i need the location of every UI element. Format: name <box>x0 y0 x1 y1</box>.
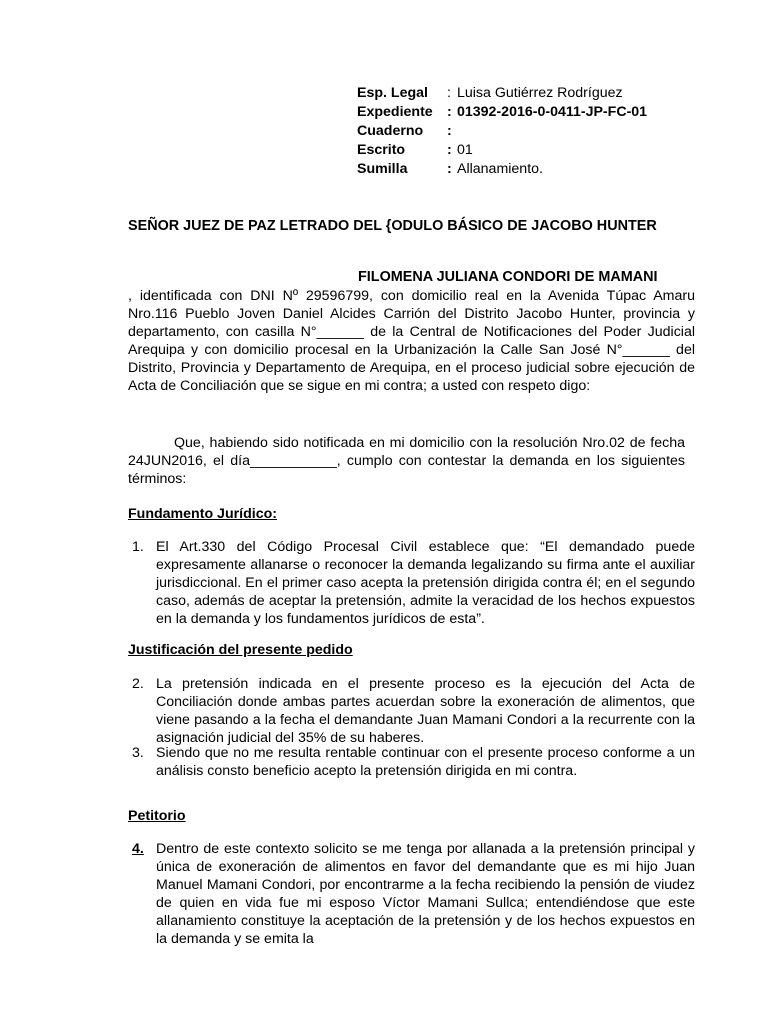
header-row-sumilla <box>357 160 647 179</box>
header-label: Esp. Legal <box>357 85 428 101</box>
header-value: 01 <box>457 142 473 158</box>
list-item <box>128 744 695 780</box>
list-item <box>128 675 695 747</box>
header-value: Luisa Gutiérrez Rodríguez <box>457 85 623 101</box>
item-text: La pretensión indicada en el presente proceso es la ejecución del Acta de Conciliación donde ambas partes acuerdan sobre la exoneración de alimentos, que viene pasando a la fecha el demandante Juan Mamani Condori a la recurrente con la asignación judicial del 35% de su haberes. <box>156 676 695 746</box>
header-row-expediente <box>357 103 647 122</box>
header-colon: : <box>447 104 452 120</box>
header-row-cuaderno <box>357 122 647 141</box>
header-label: Cuaderno <box>357 123 424 139</box>
header-label: Sumilla <box>357 161 408 177</box>
header-row-esp-legal <box>357 84 647 103</box>
item-text: Siendo que no me resulta rentable continuar con el presente proceso conforme a un análisis consto beneficio acepto la pretensión dirigida en mi contra. <box>156 745 695 779</box>
header-value: 01392-2016-0-0411-JP-FC-01 <box>457 104 648 120</box>
party-name: FILOMENA JULIANA CONDORI DE MAMANI <box>358 269 658 285</box>
header-row-escrito <box>357 141 647 160</box>
header-value: Allanamiento. <box>457 161 543 177</box>
addressee-title: SEÑOR JUEZ DE PAZ LETRADO DEL {ODULO BÁSICO DE JACOBO HUNTER <box>128 218 657 234</box>
section-fundamento-heading: Fundamento Jurídico: <box>128 506 277 522</box>
party-body <box>128 287 695 395</box>
intro-paragraph <box>128 434 685 488</box>
item-number: 1. <box>132 539 144 555</box>
section-justificacion-heading: Justificación del presente pedido <box>128 642 353 658</box>
item-number: 4. <box>132 841 144 857</box>
item-text: Dentro de este contexto solicito se me tenga por allanada a la pretensión principal y única de exoneración de alimentos en favor del demandante que es mi hijo Juan Manuel Mamani Condori, por encontrarme a la fecha recibiendo la pensión de viudez de quien en vida fue mi esposo Víctor Mamani Sullca; entendiéndose que este allanamiento constituye la aceptación de la pretensión y de los hechos expuestos en la demanda y se emita la <box>156 841 695 947</box>
intro-text: Que, habiendo sido notificada en mi domicilio con la resolución Nro.02 de fecha 24JUN2016, el día___________, cumplo con contestar la demanda en los siguientes términos: <box>128 435 685 487</box>
header-colon: : <box>447 85 451 101</box>
item-text: El Art.330 del Código Procesal Civil establece que: “El demandado puede expresamente allanarse o reconocer la demanda legalizando su firma ante el auxiliar jurisdiccional. En el primer caso acepta la pretensión dirigida contra él; en el segundo caso, además de aceptar la pretensión, admite la veracidad de los hechos expuestos en la demanda y los fundamentos jurídicos de esta”. <box>156 539 695 627</box>
item-number: 2. <box>132 676 144 692</box>
case-header <box>357 84 647 179</box>
header-colon: : <box>447 142 452 158</box>
section-petitorio-heading: Petitorio <box>128 808 186 824</box>
party-body-text: , identificada con DNI Nº 29596799, con domicilio real en la Avenida Túpac Amaru Nro.116 Pueblo Joven Daniel Alcides Carrión del Distrito Jacobo Hunter, provincia y departamento, con casilla N°______ de la Central de Notificaciones del Poder Judicial Arequipa y con domicilio procesal en la Urbanización la Calle San José N°______ del Distrito, Provincia y Departamento de Arequipa, en el proceso judicial sobre ejecución de Acta de Conciliación que se sigue en mi contra; a usted con respeto digo: <box>128 288 695 394</box>
item-number: 3. <box>132 745 144 761</box>
list-item <box>128 538 695 628</box>
header-label: Escrito <box>357 142 406 158</box>
header-label: Expediente <box>357 104 433 120</box>
list-item <box>128 840 695 948</box>
header-colon: : <box>447 161 452 177</box>
header-colon: : <box>447 123 452 139</box>
